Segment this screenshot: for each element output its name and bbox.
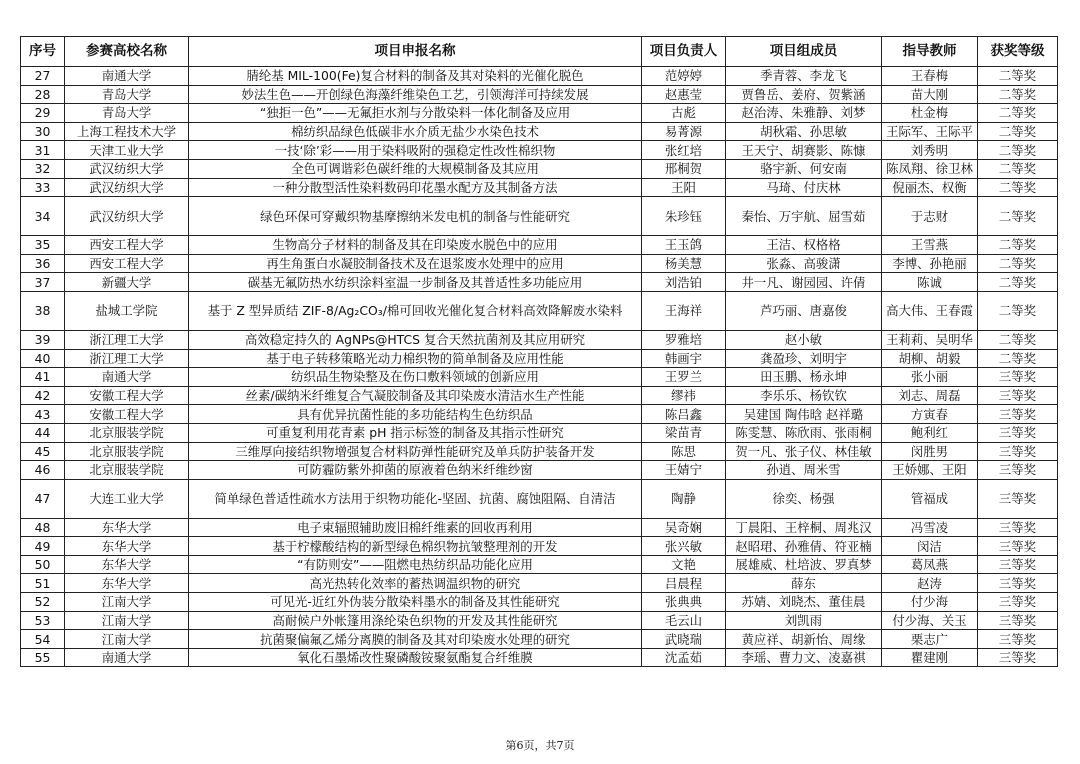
cell-school: 安徽工程大学 [65, 405, 189, 424]
cell-school: 青岛大学 [65, 85, 189, 104]
cell-award: 二等奖 [978, 141, 1058, 160]
cell-project: 碳基无氟防热水纺织涂料室温一步制备及其普适性多功能应用 [189, 273, 642, 292]
cell-school: 江南大学 [65, 593, 189, 612]
cell-members: 田玉鹏、杨永坤 [726, 368, 882, 387]
cell-leader: 王婧宁 [642, 461, 726, 480]
cell-project: 妙法生色——开创绿色海藻纤维染色工艺，引领海洋可持续发展 [189, 85, 642, 104]
cell-members: 王天宁、胡赛影、陈慷 [726, 141, 882, 160]
cell-leader: 吕晨程 [642, 574, 726, 593]
cell-award: 三等奖 [978, 574, 1058, 593]
cell-advisor: 王雪燕 [882, 236, 978, 255]
cell-project: 腈纶基 MIL-100(Fe)复合材料的制备及其对染料的光催化脱色 [189, 67, 642, 86]
cell-award: 二等奖 [978, 291, 1058, 330]
page-footer: 第6页，共7页 [505, 739, 575, 752]
cell-advisor: 王莉莉、吴明华 [882, 330, 978, 349]
cell-leader: 文艳 [642, 555, 726, 574]
cell-project: 三维厚向接结织物增强复合材料防弹性能研究及单兵防护装备开发 [189, 442, 642, 461]
table-row [21, 236, 1058, 255]
cell-leader: 陶静 [642, 479, 726, 518]
cell-school: 北京服装学院 [65, 442, 189, 461]
cell-project: 全色可调谐彩色碳纤维的大规模制备及其应用 [189, 159, 642, 178]
cell-leader: 刘浩铂 [642, 273, 726, 292]
cell-project: 纺织品生物染整及在伤口敷料领域的创新应用 [189, 368, 642, 387]
cell-leader: 赵惠莹 [642, 85, 726, 104]
cell-advisor: 王际军、王际平 [882, 122, 978, 141]
header-leader: 项目负责人 [642, 37, 726, 67]
cell-school: 江南大学 [65, 611, 189, 630]
cell-project: 简单绿色普适性疏水方法用于织物功能化-坚固、抗菌、腐蚀阻隔、自清洁 [189, 479, 642, 518]
cell-no: 49 [21, 537, 65, 556]
cell-leader: 缪祎 [642, 386, 726, 405]
cell-project: 电子束辐照辅助废旧棉纤维素的回收再利用 [189, 518, 642, 537]
cell-no: 38 [21, 291, 65, 330]
table-row [21, 85, 1058, 104]
cell-members: 薛东 [726, 574, 882, 593]
table-row [21, 104, 1058, 123]
cell-members: 赵治涛、朱雅静、刘梦 [726, 104, 882, 123]
cell-members: 王洁、权格格 [726, 236, 882, 255]
cell-members: 孙逍、周米雪 [726, 461, 882, 480]
cell-award: 二等奖 [978, 236, 1058, 255]
cell-members: 季青蓉、李龙飞 [726, 67, 882, 86]
cell-no: 41 [21, 368, 65, 387]
cell-advisor: 刘秀明 [882, 141, 978, 160]
cell-no: 43 [21, 405, 65, 424]
cell-advisor: 王娇娜、王阳 [882, 461, 978, 480]
cell-advisor: 高大伟、王春霞 [882, 291, 978, 330]
cell-members: 吴建国 陶伟晗 赵祥璐 [726, 405, 882, 424]
cell-advisor: 王春梅 [882, 67, 978, 86]
cell-award: 三等奖 [978, 386, 1058, 405]
cell-leader: 陈吕鑫 [642, 405, 726, 424]
cell-members: 龚盈珍、刘明宇 [726, 349, 882, 368]
cell-members: 李瑶、曹力文、凌嘉祺 [726, 648, 882, 667]
cell-members: 黄应祥、胡新怡、周缘 [726, 630, 882, 649]
cell-advisor: 胡柳、胡毅 [882, 349, 978, 368]
cell-award: 三等奖 [978, 630, 1058, 649]
cell-award: 二等奖 [978, 104, 1058, 123]
cell-advisor: 倪丽杰、权衡 [882, 178, 978, 197]
cell-leader: 毛云山 [642, 611, 726, 630]
table-row [21, 593, 1058, 612]
cell-leader: 沈孟茹 [642, 648, 726, 667]
cell-advisor: 刘志、周磊 [882, 386, 978, 405]
cell-award: 二等奖 [978, 273, 1058, 292]
cell-no: 51 [21, 574, 65, 593]
cell-leader: 张红培 [642, 141, 726, 160]
cell-advisor: 陈凤翔、徐卫林 [882, 159, 978, 178]
cell-school: 浙江理工大学 [65, 330, 189, 349]
header-advisor: 指导教师 [882, 37, 978, 67]
table-body [21, 67, 1058, 667]
cell-school: 上海工程技术大学 [65, 122, 189, 141]
cell-no: 48 [21, 518, 65, 537]
cell-advisor: 李博、孙艳丽 [882, 254, 978, 273]
cell-award: 二等奖 [978, 85, 1058, 104]
table-row [21, 122, 1058, 141]
cell-award: 三等奖 [978, 593, 1058, 612]
cell-award: 二等奖 [978, 197, 1058, 236]
cell-no: 50 [21, 555, 65, 574]
table-row [21, 461, 1058, 480]
cell-project: 高耐候户外帐篷用涤纶染色织物的开发及其性能研究 [189, 611, 642, 630]
table-row [21, 386, 1058, 405]
table-row [21, 141, 1058, 160]
table-row [21, 405, 1058, 424]
cell-school: 东华大学 [65, 555, 189, 574]
cell-members: 李乐乐、杨钦钦 [726, 386, 882, 405]
cell-members: 贾鲁岳、姜府、贺紫涵 [726, 85, 882, 104]
cell-award: 二等奖 [978, 67, 1058, 86]
cell-school: 北京服装学院 [65, 461, 189, 480]
cell-no: 47 [21, 479, 65, 518]
cell-project: 一技‘除’彩——用于染料吸附的强稳定性改性棉织物 [189, 141, 642, 160]
cell-members: 陈雯慧、陈欣雨、张雨桐 [726, 423, 882, 442]
cell-project: 丝素/碳纳米纤维复合气凝胶制备及其印染废水清洁水生产性能 [189, 386, 642, 405]
cell-award: 三等奖 [978, 555, 1058, 574]
cell-school: 天津工业大学 [65, 141, 189, 160]
cell-advisor: 苗大刚 [882, 85, 978, 104]
header-award: 获奖等级 [978, 37, 1058, 67]
cell-school: 浙江理工大学 [65, 349, 189, 368]
cell-members: 苏婧、刘晓杰、董佳晨 [726, 593, 882, 612]
cell-project: 可重复利用花青素 pH 指示标签的制备及其指示性研究 [189, 423, 642, 442]
cell-award: 二等奖 [978, 159, 1058, 178]
cell-leader: 王玉鸽 [642, 236, 726, 255]
cell-school: 新疆大学 [65, 273, 189, 292]
cell-award: 三等奖 [978, 405, 1058, 424]
cell-leader: 张典典 [642, 593, 726, 612]
cell-advisor: 付少海、关玉 [882, 611, 978, 630]
table-row [21, 518, 1058, 537]
cell-advisor: 方寅春 [882, 405, 978, 424]
cell-award: 三等奖 [978, 518, 1058, 537]
table-row [21, 442, 1058, 461]
table-row [21, 178, 1058, 197]
table-row [21, 611, 1058, 630]
cell-award: 三等奖 [978, 442, 1058, 461]
cell-leader: 韩画宇 [642, 349, 726, 368]
cell-advisor: 瞿建刚 [882, 648, 978, 667]
cell-no: 31 [21, 141, 65, 160]
cell-members: 秦怡、万宇航、屈雪茹 [726, 197, 882, 236]
cell-leader: 朱珍钰 [642, 197, 726, 236]
cell-school: 盐城工学院 [65, 291, 189, 330]
cell-leader: 王罗兰 [642, 368, 726, 387]
cell-project: 生物高分子材料的制备及其在印染废水脱色中的应用 [189, 236, 642, 255]
cell-advisor: 赵涛 [882, 574, 978, 593]
cell-no: 55 [21, 648, 65, 667]
table-row [21, 479, 1058, 518]
table-row [21, 423, 1058, 442]
cell-no: 53 [21, 611, 65, 630]
cell-leader: 陈思 [642, 442, 726, 461]
cell-members: 徐奕、杨强 [726, 479, 882, 518]
cell-school: 东华大学 [65, 537, 189, 556]
cell-award: 二等奖 [978, 349, 1058, 368]
cell-school: 东华大学 [65, 518, 189, 537]
cell-leader: 王海祥 [642, 291, 726, 330]
cell-members: 井一凡、谢园园、许倩 [726, 273, 882, 292]
cell-award: 三等奖 [978, 479, 1058, 518]
cell-award: 二等奖 [978, 122, 1058, 141]
table-row [21, 349, 1058, 368]
cell-award: 三等奖 [978, 611, 1058, 630]
cell-award: 三等奖 [978, 368, 1058, 387]
cell-advisor: 张小丽 [882, 368, 978, 387]
table-row [21, 648, 1058, 667]
cell-no: 54 [21, 630, 65, 649]
cell-no: 29 [21, 104, 65, 123]
cell-project: “独拒一色”——无氟拒水剂与分散染料一体化制备及应用 [189, 104, 642, 123]
cell-no: 40 [21, 349, 65, 368]
table-row [21, 197, 1058, 236]
cell-award: 三等奖 [978, 423, 1058, 442]
table-row [21, 368, 1058, 387]
cell-project: 一种分散型活性染料数码印花墨水配方及其制备方法 [189, 178, 642, 197]
cell-school: 武汉纺织大学 [65, 159, 189, 178]
cell-members: 胡秋霜、孙思敏 [726, 122, 882, 141]
cell-school: 东华大学 [65, 574, 189, 593]
cell-award: 三等奖 [978, 648, 1058, 667]
cell-project: 棉纺织品绿色低碳非水介质无盐少水染色技术 [189, 122, 642, 141]
cell-school: 南通大学 [65, 67, 189, 86]
table-row [21, 273, 1058, 292]
cell-advisor: 杜金梅 [882, 104, 978, 123]
cell-advisor: 葛凤燕 [882, 555, 978, 574]
cell-school: 安徽工程大学 [65, 386, 189, 405]
cell-members: 贺一凡、张子仪、林佳敏 [726, 442, 882, 461]
cell-members: 张淼、高骏潇 [726, 254, 882, 273]
table-row [21, 555, 1058, 574]
cell-advisor: 付少海 [882, 593, 978, 612]
header-members: 项目组成员 [726, 37, 882, 67]
cell-project: 基于 Z 型异质结 ZIF-8/Ag₂CO₃/棉可回收光催化复合材料高效降解废水染料 [189, 291, 642, 330]
cell-advisor: 管福成 [882, 479, 978, 518]
cell-school: 西安工程大学 [65, 236, 189, 255]
cell-leader: 杨美慧 [642, 254, 726, 273]
cell-no: 34 [21, 197, 65, 236]
table-row [21, 537, 1058, 556]
cell-no: 45 [21, 442, 65, 461]
cell-school: 西安工程大学 [65, 254, 189, 273]
cell-leader: 王阳 [642, 178, 726, 197]
cell-project: 绿色环保可穿戴织物基摩擦纳米发电机的制备与性能研究 [189, 197, 642, 236]
cell-members: 赵昭珺、孙雅倩、符亚楠 [726, 537, 882, 556]
cell-no: 44 [21, 423, 65, 442]
cell-members: 丁晨阳、王梓桐、周兆汉 [726, 518, 882, 537]
cell-school: 武汉纺织大学 [65, 178, 189, 197]
cell-award: 二等奖 [978, 254, 1058, 273]
cell-no: 52 [21, 593, 65, 612]
cell-no: 42 [21, 386, 65, 405]
cell-members: 芦巧丽、唐嘉俊 [726, 291, 882, 330]
table-row [21, 630, 1058, 649]
cell-leader: 吴奇娴 [642, 518, 726, 537]
cell-advisor: 陈诚 [882, 273, 978, 292]
cell-no: 36 [21, 254, 65, 273]
cell-advisor: 冯雪凌 [882, 518, 978, 537]
cell-award: 三等奖 [978, 461, 1058, 480]
table-row [21, 574, 1058, 593]
cell-school: 江南大学 [65, 630, 189, 649]
cell-no: 30 [21, 122, 65, 141]
cell-school: 大连工业大学 [65, 479, 189, 518]
cell-members: 刘凯雨 [726, 611, 882, 630]
cell-project: 高效稳定持久的 AgNPs@HTCS 复合天然抗菌剂及其应用研究 [189, 330, 642, 349]
cell-project: “有防则安”——阻燃电热纺织品功能化应用 [189, 555, 642, 574]
cell-advisor: 闵胜男 [882, 442, 978, 461]
header-project: 项目申报名称 [189, 37, 642, 67]
cell-leader: 古彪 [642, 104, 726, 123]
cell-advisor: 闵洁 [882, 537, 978, 556]
cell-project: 具有优异抗菌性能的多功能结构生色纺织品 [189, 405, 642, 424]
cell-project: 抗菌聚偏氟乙烯分离膜的制备及其对印染废水处理的研究 [189, 630, 642, 649]
cell-no: 37 [21, 273, 65, 292]
cell-project: 基于电子转移策略光动力棉织物的简单制备及应用性能 [189, 349, 642, 368]
cell-project: 可见光-近红外伪装分散染料墨水的制备及其性能研究 [189, 593, 642, 612]
cell-leader: 张兴敏 [642, 537, 726, 556]
cell-project: 高光热转化效率的蓄热调温织物的研究 [189, 574, 642, 593]
cell-leader: 梁苗青 [642, 423, 726, 442]
table-row [21, 291, 1058, 330]
header-school: 参赛高校名称 [65, 37, 189, 67]
cell-members: 展雄威、杜培波、罗真梦 [726, 555, 882, 574]
cell-award: 二等奖 [978, 178, 1058, 197]
table-header-row [21, 37, 1058, 67]
cell-project: 再生角蛋白水凝胶制备技术及在退浆废水处理中的应用 [189, 254, 642, 273]
award-table [20, 36, 1058, 667]
cell-no: 33 [21, 178, 65, 197]
cell-school: 北京服装学院 [65, 423, 189, 442]
cell-award: 二等奖 [978, 330, 1058, 349]
cell-award: 三等奖 [978, 537, 1058, 556]
cell-leader: 武晓瑞 [642, 630, 726, 649]
cell-advisor: 于志财 [882, 197, 978, 236]
cell-school: 武汉纺织大学 [65, 197, 189, 236]
cell-project: 基于柠檬酸结构的新型绿色棉织物抗皱整理剂的开发 [189, 537, 642, 556]
cell-no: 39 [21, 330, 65, 349]
cell-advisor: 鲍利红 [882, 423, 978, 442]
header-no: 序号 [21, 37, 65, 67]
table-row [21, 159, 1058, 178]
cell-no: 35 [21, 236, 65, 255]
cell-school: 青岛大学 [65, 104, 189, 123]
cell-leader: 易菁源 [642, 122, 726, 141]
cell-project: 可防霾防紫外抑菌的原液着色纳米纤维纱窗 [189, 461, 642, 480]
cell-no: 27 [21, 67, 65, 86]
cell-leader: 罗雅培 [642, 330, 726, 349]
table-row [21, 67, 1058, 86]
cell-members: 骆宇新、何安南 [726, 159, 882, 178]
cell-members: 赵小敏 [726, 330, 882, 349]
cell-no: 28 [21, 85, 65, 104]
table-row [21, 254, 1058, 273]
cell-school: 南通大学 [65, 648, 189, 667]
cell-leader: 邢桐贺 [642, 159, 726, 178]
cell-school: 南通大学 [65, 368, 189, 387]
cell-leader: 范婷婷 [642, 67, 726, 86]
table-row [21, 330, 1058, 349]
cell-project: 氧化石墨烯改性聚磷酸铵聚氨酯复合纤维膜 [189, 648, 642, 667]
cell-advisor: 栗志广 [882, 630, 978, 649]
cell-no: 32 [21, 159, 65, 178]
cell-members: 马琦、付庆林 [726, 178, 882, 197]
cell-no: 46 [21, 461, 65, 480]
